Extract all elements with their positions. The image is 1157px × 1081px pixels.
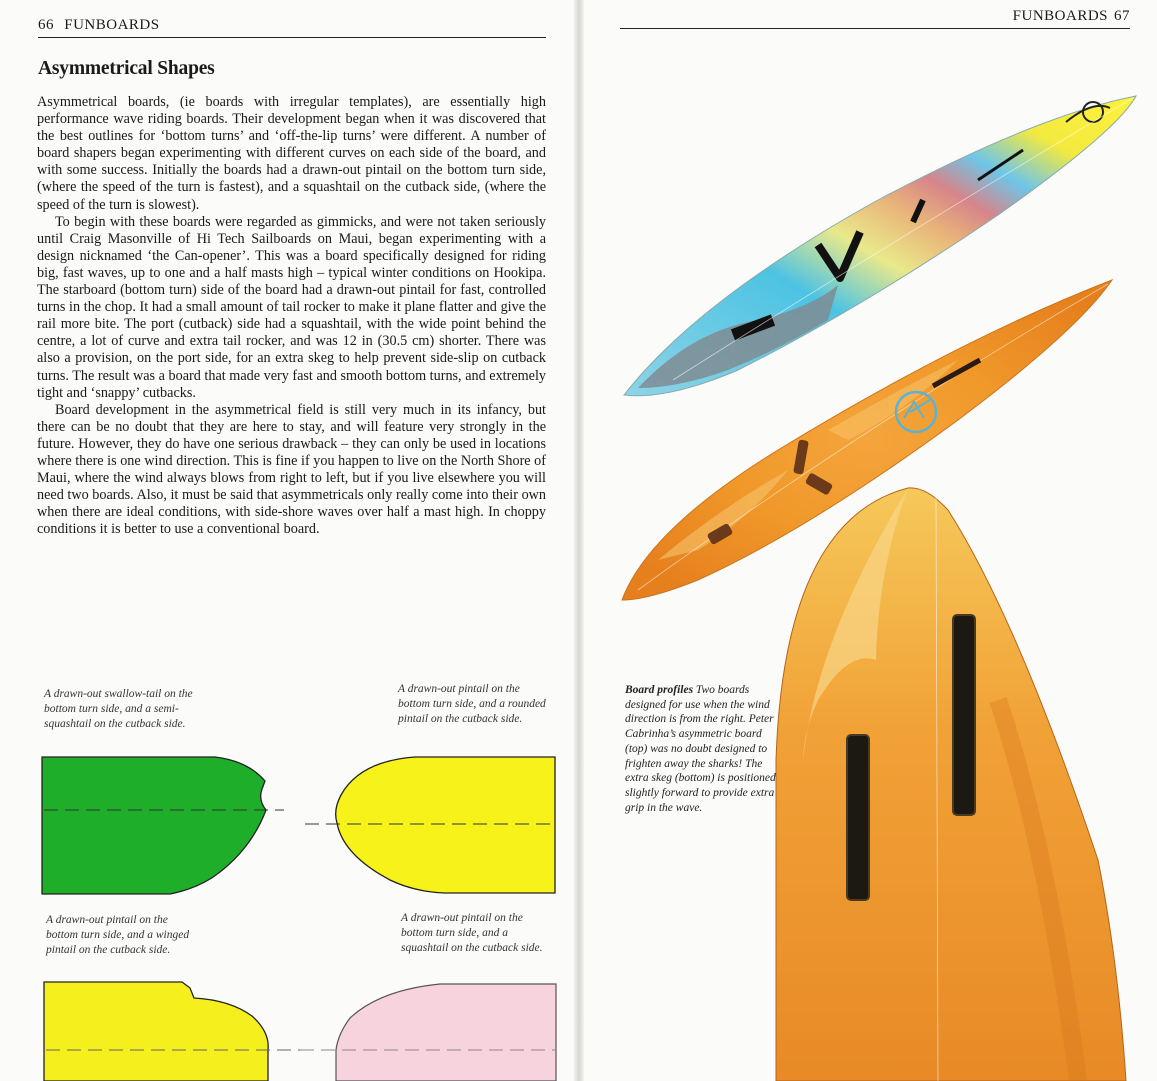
paragraph-1: Asymmetrical boards, (ie boards with irregular templates), are essentially high performance wave riding boards. Their development began when it was discovered that the best outlines for ‘bottom turns’ and ‘off-the-lip turns’ were different. A number of board shapers began experimenting with different curves on each side of the board, and with some success. Initially the boards had a drawn-out pintail on the bottom turn side, (where the speed of the turn is fastest), and a squashtail on the cutback side, (where the speed of the turn is slowest). xyxy=(37,94,546,213)
left-page-section: FUNBOARDS xyxy=(64,17,160,33)
right-page xyxy=(578,0,1157,1081)
rounded-pintail-diagram xyxy=(305,755,558,895)
swallow-tail-diagram xyxy=(40,752,285,900)
left-page-number: 66 xyxy=(38,17,54,33)
right-page-number: 67 xyxy=(1114,8,1130,24)
asymmetric-shark-board xyxy=(624,96,1136,396)
diagram-caption-1: A drawn-out swallow-tail on the bottom turn side, and a semi-squashtail on the cutback side. xyxy=(44,688,193,730)
diagram-caption-2: A drawn-out pintail on the bottom turn side, and a rounded pintail on the cutback side. xyxy=(398,683,546,725)
winged-pintail-diagram xyxy=(42,980,302,1081)
caption-text: Two boards designed for use when the wind direction is from the right. Peter Cabrinha’s asymmetric board (top) was no doubt designed to frighten away the sharks! The extra skeg (bottom) is positioned slightly forward to provide extra grip in the wave. xyxy=(625,684,776,814)
pink-board-tail-shape xyxy=(336,984,556,1081)
left-page-header xyxy=(38,17,546,38)
section-title: Asymmetrical Shapes xyxy=(38,58,215,79)
left-page xyxy=(0,0,578,1081)
yellow-board-tail-shape-1 xyxy=(336,757,555,893)
board-photographs xyxy=(578,0,1157,1081)
yellow-board-tail-shape-2 xyxy=(44,982,268,1081)
body-text xyxy=(37,94,546,538)
diagram-caption-4: A drawn-out pintail on the bottom turn side, and a squashtail on the cutback side. xyxy=(401,912,543,954)
right-page-section: FUNBOARDS xyxy=(1012,8,1108,24)
squashtail-diagram xyxy=(300,982,558,1081)
paragraph-3: Board development in the asymmetrical field is still very much in its infancy, but there can be no doubt that they are here to stay, and will feature very strongly in the future. However, they do have one serious drawback – they can only be used in locations where there is one wind direction. This is fine if you happen to live on the North Shore of Maui, where the wind always blows from right to left, but if you live elsewhere you will need two boards. Also, it must be said that asymmetricals only really come into their own when there are ideal conditions, with side-shore waves over half a mast high. In choppy conditions it is better to use a conventional board. xyxy=(37,401,546,538)
caption-title: Board profiles xyxy=(625,684,694,696)
paragraph-2: To begin with these boards were regarded as gimmicks, and were not taken seriously until Craig Masonville of Hi Tech Sailboards on Maui, began experimenting with a design nicknamed ‘the Can-opener’. This was a board specifically designed for riding big, fast waves, up to one and a half masts high – typical winter conditions on Hookipa. The starboard (bottom turn) side of the board had a drawn-out pintail for fast, controlled turns in the chop. It had a small amount of tail rocker to make it plane flatter and give the rail more bite. The port (cutback) side had a squashtail, with the wide point behind the centre, a lot of curve and extra tail rocker, and was 12 in (30.5 cm) shorter. There was also a provision, on the port side, for an extra skeg to help prevent side-slip on cutback turns. The result was a board that made very fast and smooth bottom turns, and extremely tight and ‘snappy’ cutbacks. xyxy=(37,213,546,401)
board-profiles-caption xyxy=(625,683,781,815)
diagram-caption-3: A drawn-out pintail on the bottom turn side, and a winged pintail on the cutback side. xyxy=(46,914,190,956)
extra-skeg-board-tail xyxy=(776,488,1126,1081)
green-board-tail-shape xyxy=(42,757,266,894)
